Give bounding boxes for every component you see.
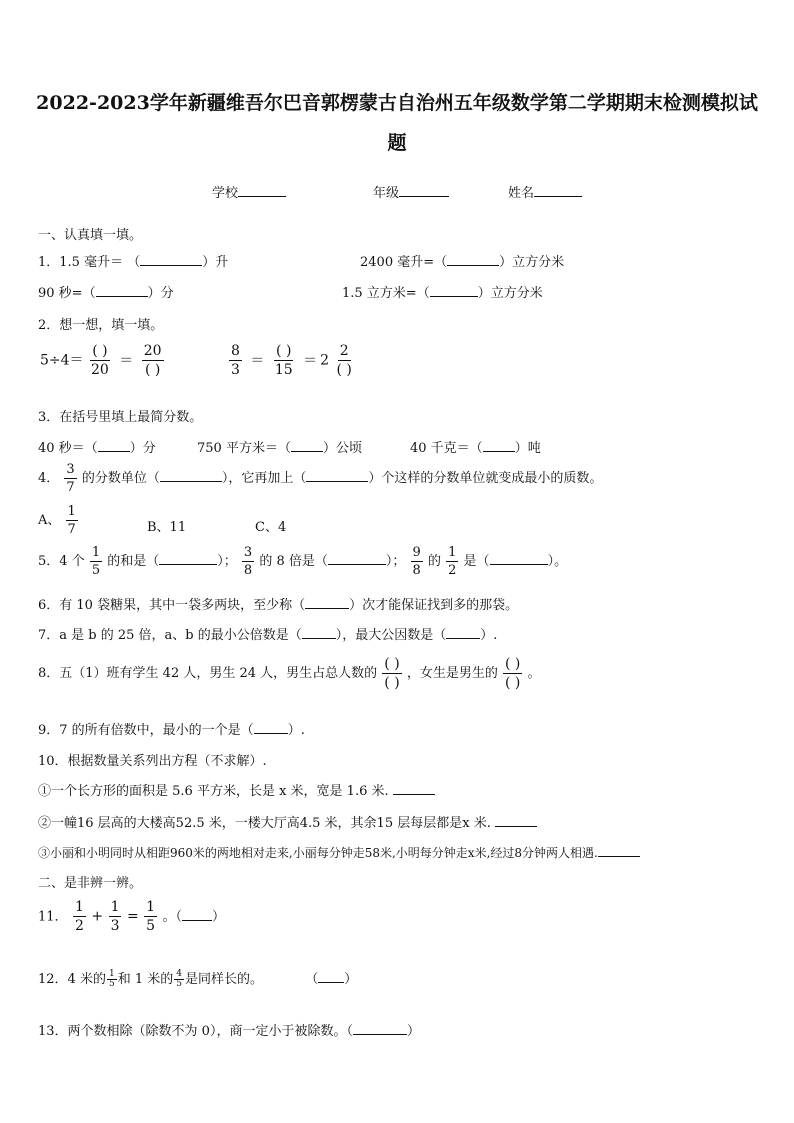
q5-text-8: ）。 [547, 554, 568, 569]
q2-eq2-fraction-1: $\frac{8}{3}$ [231, 343, 240, 378]
q2-eq2-equals-2: ＝ [303, 352, 318, 369]
q4-blank-2[interactable] [306, 469, 368, 482]
q10-b [38, 812, 537, 831]
q5-text-3: ）； [217, 554, 237, 569]
q4-option-c[interactable]: C、4 [255, 520, 287, 535]
q5 [38, 546, 567, 577]
q8-fraction-2[interactable]: $\frac{( )}{( )}$ [504, 656, 521, 691]
q4-text-3: ）个这样的分数单位就变成最小的质数。 [368, 471, 603, 486]
q4-option-b[interactable]: B、11 [147, 520, 187, 535]
q4-number: 4． [38, 471, 60, 486]
q7-blank-2[interactable] [446, 626, 480, 639]
q7-blank-1[interactable] [302, 626, 336, 639]
q12-text-5: ） [344, 972, 358, 987]
q13-text-2: ） [406, 1024, 420, 1039]
q1-b-blank[interactable] [447, 253, 499, 266]
q4-option-a-label: A、 [38, 513, 61, 528]
q11-blank[interactable] [182, 908, 212, 921]
q2-eq2-equals-1: ＝ [250, 352, 265, 369]
q4-stem [38, 463, 602, 494]
q5-fraction-2: $\frac{3}{8}$ [243, 545, 253, 578]
q11-plus: + [91, 908, 104, 925]
q12-text-2: 和 1 米的 [117, 972, 174, 987]
q2-eq2-whole: 2 [320, 352, 330, 369]
title-line-1: 2022-2023学年新疆维吾尔巴音郭楞蒙古自治州五年级数学第二学期期末检测模拟试 [36, 92, 758, 114]
q1-c-text: 90 秒=（ [38, 286, 96, 301]
q1-c [38, 282, 174, 301]
q5-fraction-3: $\frac{9}{8}$ [412, 545, 421, 578]
q11-equals: = [126, 908, 139, 925]
school-label: 学校 [212, 186, 239, 201]
q8-fraction-1[interactable]: $\frac{( )}{( )}$ [384, 656, 400, 691]
q5-blank-3[interactable] [490, 552, 548, 565]
grade-field [373, 182, 449, 201]
q6-text-2: ）次才能保证找到多的那袋。 [349, 598, 519, 613]
q11-fraction-3: $\frac{1}{5}$ [146, 899, 156, 934]
q3-c-text: 40 千克＝（ [410, 441, 483, 456]
q8-text-1: 8．五（1）班有学生 42 人，男生 24 人，男生占总人数的 [38, 666, 378, 681]
q12 [38, 968, 357, 989]
q11-text-1: 。（ [162, 909, 183, 925]
q1-c-blank[interactable] [96, 284, 148, 297]
q13 [38, 1020, 420, 1039]
grade-blank[interactable] [399, 184, 449, 197]
name-blank[interactable] [534, 184, 582, 197]
q10-b-text: ②一幢16 层高的大楼高52.5 米，一楼大厅高4.5 米，其余15 层每层都是x 米. [38, 816, 491, 831]
name-field [508, 182, 582, 201]
q11-number: 11． [38, 909, 68, 925]
q1-a-text: 1．1.5 毫升＝ （ [38, 255, 141, 270]
q1-a-unit: ）升 [202, 255, 229, 270]
q12-text-3: 是同样长的。 [184, 972, 263, 987]
q1-d-unit: ）立方分米 [477, 286, 543, 301]
q10-c-text: ③小丽和小明同时从相距960米的两地相对走来,小丽每分钟走58米,小明每分钟走x米,经过8分钟两人相遇. [38, 846, 598, 860]
q11-fraction-1: $\frac{1}{2}$ [75, 899, 84, 934]
school-blank[interactable] [238, 184, 286, 197]
q4-text-2: ），它再加上（ [221, 471, 307, 486]
q1-d-blank[interactable] [430, 284, 478, 297]
q6-blank[interactable] [305, 596, 349, 609]
q10-a-text: ①一个长方形的面积是 5.6 平方米，长是 x 米，宽是 1.6 米. [38, 784, 389, 799]
q7 [38, 624, 497, 643]
q2-eq1-equals: ＝ [119, 352, 134, 369]
q3-b-unit: ）公顷 [322, 441, 362, 456]
q10-c [38, 844, 640, 861]
q3-c-blank[interactable] [483, 439, 515, 452]
q4-blank-1[interactable] [160, 469, 222, 482]
q13-blank[interactable] [353, 1022, 407, 1035]
q13-text-1: 13．两个数相除（除数不为 0），商一定小于被除数。（ [38, 1024, 353, 1039]
q12-text-4: （ [305, 972, 319, 987]
q10-stem: 10．根据数量关系列出方程（不求解）. [38, 754, 267, 769]
q4-fraction: $\frac{3}{7}$ [66, 462, 75, 495]
q11 [38, 900, 225, 933]
q12-text-1: 12．4 米的 [38, 972, 106, 987]
school-field [212, 182, 286, 201]
q3-stem: 3．在括号里填上最简分数。 [38, 410, 203, 425]
q2-eq1-fraction-2[interactable]: $\frac{20}{( )}$ [143, 343, 162, 378]
q5-text-4: 的 8 倍是（ [259, 554, 328, 569]
q7-text-3: ）. [480, 628, 498, 643]
q9 [38, 719, 305, 738]
q8-text-2: ，女生是男生的 [406, 666, 498, 681]
q12-fraction-2: $\frac{4}{5}$ [176, 969, 182, 989]
q1-a-blank[interactable] [140, 253, 202, 266]
q10-a-blank[interactable] [393, 782, 435, 795]
q3-b [197, 437, 362, 456]
q8-text-3: 。 [527, 666, 541, 681]
q5-text-1: 5．4 个 [38, 554, 85, 569]
q2-eq2-fraction-3[interactable]: $\frac{2}{( )}$ [336, 343, 352, 378]
q1-d-text: 1.5 立方米=（ [342, 286, 430, 301]
q2-equation-2 [228, 344, 355, 377]
q3-c-unit: ）吨 [514, 441, 541, 456]
q6-text-1: 6．有 10 袋糖果，其中一袋多两块，至少称（ [38, 598, 306, 613]
q3-a [38, 437, 156, 456]
q3-a-unit: ）分 [129, 441, 156, 456]
section-1-heading: 一、认真填一填。 [38, 228, 143, 243]
q9-text-2: ）. [287, 723, 305, 738]
q9-text-1: 9．7 的所有倍数中，最小的一个是（ [38, 723, 254, 738]
grade-label: 年级 [373, 186, 400, 201]
q12-blank[interactable] [318, 970, 344, 983]
q10-c-blank[interactable] [598, 844, 640, 857]
q6 [38, 594, 518, 613]
q2-eq1-fraction-1[interactable]: $\frac{( )}{20}$ [91, 343, 109, 378]
q5-blank-1[interactable] [159, 552, 217, 565]
q11-fraction-2: $\frac{1}{3}$ [110, 899, 120, 934]
q10-b-blank[interactable] [495, 814, 537, 827]
q4-option-a-fraction: $\frac{1}{7}$ [67, 504, 76, 537]
q3-b-text: 750 平方米＝（ [197, 441, 291, 456]
q2-eq2-fraction-2[interactable]: $\frac{( )}{15}$ [274, 343, 293, 378]
q3-b-blank[interactable] [291, 439, 323, 452]
q5-fraction-1: $\frac{1}{5}$ [91, 545, 101, 578]
q4-option-a[interactable] [38, 505, 79, 536]
q5-text-6: 的 [427, 554, 441, 569]
q1-a [38, 251, 228, 270]
q5-text-2: 的和是（ [107, 554, 160, 569]
q1-b-unit: ）立方分米 [499, 255, 565, 270]
title-line-2: 题 [387, 132, 407, 154]
q3-c [410, 437, 541, 456]
q1-b-text: 2400 毫升=（ [360, 255, 448, 270]
q8 [38, 657, 541, 690]
q9-blank[interactable] [254, 721, 288, 734]
name-label: 姓名 [508, 186, 535, 201]
q10-a [38, 780, 435, 799]
q5-text-7: 是（ [463, 554, 490, 569]
q12-fraction-1: $\frac{1}{5}$ [108, 969, 115, 989]
section-2-heading: 二、是非辨一辨。 [38, 876, 143, 891]
q7-text-2: ），最大公因数是（ [335, 628, 447, 643]
q1-b [360, 251, 564, 270]
q2-stem: 2．想一想，填一填。 [38, 318, 164, 333]
q11-text-2: ） [212, 909, 226, 925]
q2-eq1-lhs: 5÷4＝ [40, 352, 84, 369]
q4-text-1: 的分数单位（ [81, 471, 160, 486]
q5-fraction-4: $\frac{1}{2}$ [448, 545, 457, 578]
q5-text-5: ）； [385, 554, 406, 569]
q5-blank-2[interactable] [328, 552, 386, 565]
q1-c-unit: ）分 [147, 286, 174, 301]
q1-d [342, 282, 543, 301]
q2-equation-1 [40, 344, 165, 377]
q7-text-1: 7．a 是 b 的 25 倍，a、b 的最小公倍数是（ [38, 628, 302, 643]
q3-a-text: 40 秒＝（ [38, 441, 98, 456]
q3-a-blank[interactable] [98, 439, 130, 452]
